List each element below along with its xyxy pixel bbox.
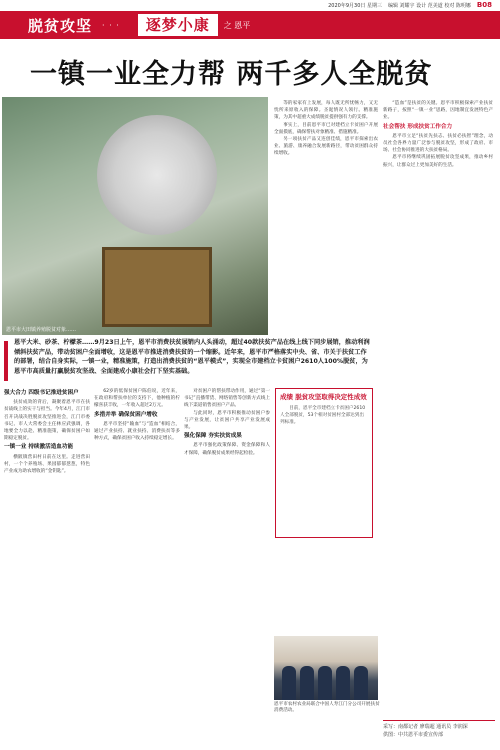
col-b-subheading: 多措并举 确保贫困户增收 <box>94 411 158 418</box>
achievement-sidebox <box>275 388 373 538</box>
article-headline: 一镇一业全力帮 两千多人全脱贫 <box>30 59 433 90</box>
person-shape <box>336 666 350 700</box>
section-banner <box>0 11 500 39</box>
beehive-frame-shape <box>102 247 212 327</box>
page-number: B08 <box>476 1 492 9</box>
banner-right-title: 逐梦小康 <box>138 14 218 36</box>
lead-accent-bar <box>4 341 8 381</box>
group-photo <box>274 636 378 700</box>
far-col-para-3: 恩平市将继续巩固拓展脱贫攻坚成果，推动乡村振兴，让群众过上更加美好的生活。 <box>383 155 493 168</box>
person-shape <box>300 666 314 700</box>
sidebox-title: 成绩 脱贫攻坚取得决定性成效 <box>280 393 367 401</box>
article-credits <box>383 720 495 739</box>
main-photo-caption: 恩平市大田镇养殖脱贫对象…… <box>6 327 77 333</box>
col-c-para-2: 与此同时，恩平市积极推动贫困户参与产业发展，让贫困户共享产业发展成果。 <box>184 410 270 431</box>
credits-photo: 供图：中共恩平市委宣传部 <box>383 732 444 738</box>
group-photo-caption: 恩平市农村农业局联合中国人寿江门分公司开展扶贫消费活动。 <box>274 702 380 713</box>
body-column-a <box>4 388 90 688</box>
col-b-para-1: 62岁的低保贫困户陈伯说，近年来，在政府和帮扶单位的支持下，他种植的柠檬喜获丰收，一年收入超过2万元。 <box>94 389 180 409</box>
credits-reporter: 采写：南都记者 廖瑞超 通讯员 李润深 <box>383 724 468 730</box>
far-col-para-2: 恩平市立足“扶贫先扶志、扶贫必扶智”理念，动员社会各界力量广泛参与脱贫攻坚，形成了政府、市场、社会协同推进的大扶贫格局。 <box>383 133 493 154</box>
lead-text: 恩平大米、砂茶、柠檬茶……9月23日上午，恩平市消费扶贫展销内人头涌动，超过40款扶贫产品在线上线下同步展销，推动利润倾斜扶贫产品，带动贫困户全面增收，这是恩平市推进消费扶贫的一个缩影。近年来，恩平市严格落实中央、省、市关于扶贫工作的部署，结合自身实际，一镇一业，精准施策，打造出消费扶贫的“恩平模式”，实现全市建档立卡贫困户2610人100%脱贫，为恩平市高质量打赢脱贫攻坚战、全面建成小康社会打下坚实基础。 <box>14 339 370 375</box>
banner-left-title: 脱贫攻坚 <box>28 16 93 35</box>
col-a-subheading-1: 强大合力 四级书记推进贫困户 <box>4 390 79 396</box>
lead-paragraph <box>2 338 372 386</box>
person-shape <box>282 666 296 700</box>
right-col-para-3: 另一项扶贫产品又连创佳绩，恩平市探索出农业、旅游、康养融合发展新路径，带动贫困群众持续增收。 <box>274 137 378 157</box>
col-c-para-1: 对贫困户的帮扶带动作用，通过“第一书记”直播带货、网络销售等创新方式线上线下渠道销售贫困户产品。 <box>184 389 270 409</box>
col-b-para-2: 恩平市坚持“输血”与“造血”相结合，通过产业扶持、就业扶持、消费扶贫等多种方式，确保贫困户收入持续稳定增长。 <box>94 421 180 442</box>
beekeeper-hat-shape <box>97 115 217 235</box>
far-col-para-1: “造血”是扶贫的关键。恩平市积极探索产业扶贫新路子，按照“一镇一业”思路，因地制宜发展特色产业。 <box>383 101 493 121</box>
sidebox-text: 目前，恩平全市建档立卡贫困户2610人全部脱贫，53个相对贫困村全部达到出列标准。 <box>280 406 366 425</box>
issue-date: 2020年9月30日 星期三 <box>328 2 382 9</box>
main-photo <box>2 97 268 335</box>
body-column-c <box>184 388 270 688</box>
right-col-para-2: 事实上，目前恩平市已对建档立卡贫困户开展全面摸底，确保帮扶对象精准、措施精准。 <box>274 122 378 135</box>
body-column-b <box>94 388 180 688</box>
editor-credits: 编辑 刘耀宇 设计 范美道 校对 陈明娜 <box>387 2 471 9</box>
col-a-subheading-2: 一镇一业 持续激活造血功能 <box>4 444 74 451</box>
col-c-para-3: 恩平市强化政策保障、资金保障和人才保障，确保脱贫成果经得起检验。 <box>184 443 270 456</box>
right-col-para-1: 等的家家有上发展，每人既无所忧畅力，又无忧所来原收入的保障。圣诞情况人领行。精准施策，为其中超重大成绩脱贫提供强有力的支撑。 <box>274 101 378 121</box>
banner-divider: · · · <box>102 20 120 30</box>
col-c-subheading: 强化保障 夯实扶贫成果 <box>184 433 242 440</box>
far-col-subheading: 社会帮扶 形成扶贫工作合力 <box>383 123 453 130</box>
person-shape <box>318 666 332 700</box>
banner-suffix: 之 恩平 <box>223 20 251 30</box>
person-shape <box>354 666 368 700</box>
col-a-para-2: 横陂镇营田村日前在这里。走进营田村，一个个养殖场、果园郁郁葱葱，特色产业成为助农增收的“金钥匙”。 <box>4 454 90 475</box>
col-a-para-1: 扶贫成效的背后，凝聚着恩平市在扶贫战线上的实干与担当。今年4月，江门市召开决战决胜脱贫攻坚推进会，江门市委书记、市人大常委会主任林应武强调，各地要全力以赴、精准施策，确保贫困户如期稳定脱贫。 <box>4 400 90 442</box>
top-bar <box>0 0 500 10</box>
far-right-column <box>383 100 493 630</box>
